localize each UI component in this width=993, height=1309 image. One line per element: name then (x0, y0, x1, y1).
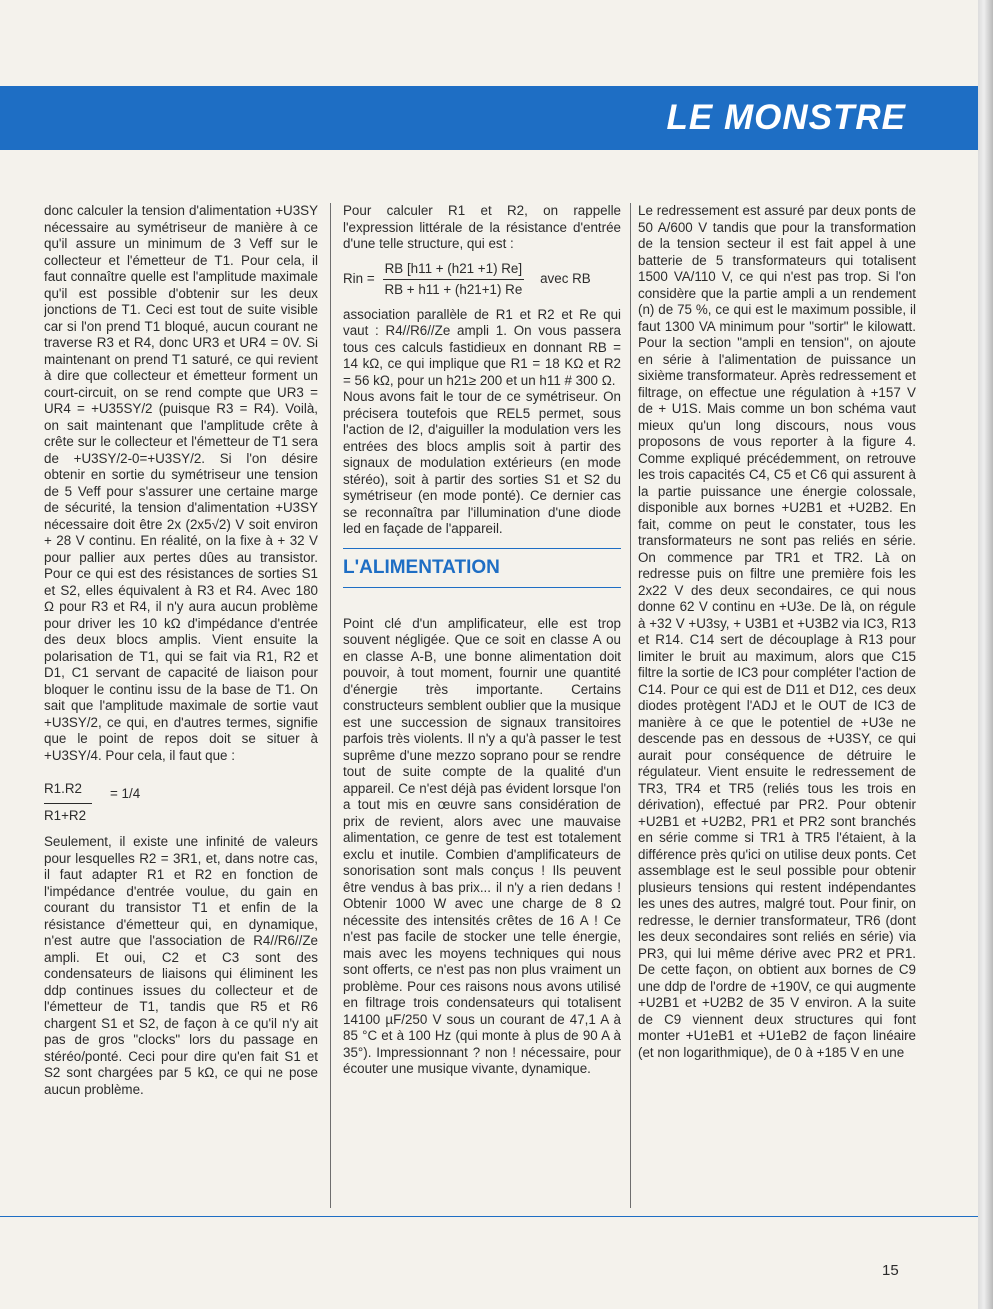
paragraph: association parallèle de R1 et R2 et Re qui vaut : R4//R6//Ze ampli 1. On vous passera tous ces calculs fastidieux en donnant RB = 14 kΩ, ce qui implique que R1 = 18 KΩ et R2 = 56 kΩ, pour un h21≥ 200 et un h11 # 300 Ω. (343, 306, 621, 388)
rin-formula (343, 261, 621, 299)
page-number: 15 (882, 1262, 899, 1279)
formula-rhs: avec RB (540, 271, 591, 287)
section-rule (343, 587, 621, 588)
page-edge (978, 0, 993, 1309)
ratio-denominator: R1+R2 (44, 807, 87, 823)
formula-numerator: RB [h11 + (h21 +1) Re] (383, 261, 524, 281)
text-column-2 (343, 203, 621, 1213)
text-column-1 (44, 203, 318, 1213)
paragraph: Pour calculer R1 et R2, on rappelle l'expression littérale de la résistance d'entrée d'une telle structure, qui est : (343, 203, 621, 251)
formula-lhs: Rin = (343, 271, 375, 287)
paragraph: Seulement, il existe une infinité de valeurs pour lesquelles R2 = 3R1, et, dans notre cas, il faut adapter R1 et R2 en fonction de l'impédance d'entrée voulue, du gain en courant du transistor T1 et enfin de la résistance d'émetteur qui, en dynamique, n'est autre que l'association de R4//R6//Ze ampli. Et oui, C2 et C3 sont des condensateurs de liaisons qui éliminent les ddp continues issues du collecteur et de l'émetteur de T1, tandis que R5 et R6 chargent S1 et S2, de façon à ce qu'il n'y ait pas de gros "clocks" lors du passage en stéréo/ponté. Ceci pour dire qu'en fait S1 et S2 sont chargées par 5 kΩ, ce qui ne pose aucun problème. (44, 834, 318, 1097)
ratio-value: = 1/4 (110, 786, 141, 801)
ratio-formula (44, 778, 318, 824)
section-rule (343, 548, 621, 549)
footer-rule (0, 1216, 978, 1217)
paragraph: donc calculer la tension d'alimentation +U3SY nécessaire au symétriseur de manière à ce qu'il assure un minimum de 3 Veff sur le collecteur et l'émetteur de T1. Pour cela, il faut connaître quelle est l'amplitude maximale qu'il est possible d'obtenir sur les deux jonctions de T1. Ceci est tout de suite visible car si l'on prend T1 bloqué, aucun courant ne traverse R3 et R4, donc UR3 et UR4 = 0V. Si maintenant on prend T1 saturé, ce qui revient à dire que collecteur et émetteur forment un court-circuit, on se rend compte que UR3 = UR4 = +U35SY/2 (puisque R3 = R4). Voilà, on sait maintenant que l'amplitude crête à crête sur le collecteur et l'émetteur de T1 sera de +U3SY/2-0=+U3SY/2. Si l'on désire obtenir en sortie du symétriseur une tension de 5 Veff pour s'assurer une certaine marge de sécurité, la tension d'alimentation +U3SY nécessaire doit être 2x (2x5√2) V soit environ + 28 V continu. En réalité, on la fixe à + 32 V pour pallier aux pertes dûes au transistor. Pour ce qui est des résistances de sorties S1 et S2, elles équivalent à R3 et R4. Avec 180 Ω pour R3 et R4, il n'y aura aucun problème pour driver les 10 kΩ d'impédance d'entrée des deux blocs amplis. Vient ensuite la polarisation de T1, qui se fait via R1, R2 et D1, C1 servant de capacité de liaison pour bloquer le continu issu de la base de T1. On sait que l'amplitude maximale de sortie vaut +U3SY/2, ce qui, en d'autres termes, signifie que le point de repos doit se situer à +U3SY/4. Pour cela, il faut que : (44, 203, 318, 763)
formula-fraction (383, 261, 524, 299)
paragraph: Le redressement est assuré par deux ponts de 50 A/600 V tandis que pour la transformation de la tension secteur il est fait appel à une batterie de 5 transformateurs qui totalisent 1500 VA/110 V, ce qui n'est pas trop. Si l'on considère que la partie ampli a un rendement (n) de 75 %, ce qui est le maximum possible, il faut 1300 VA minimum pour "sortir" le kilowatt. Pour la section "ampli en tension", on ajoute en série à l'alimentation de puissance un sixième transformateur. Après redressement et filtrage, on effectue une régulation à +157 V de + U1S. Mais comme un bon schéma vaut mieux qu'un long discours, nous vous proposons de vous reporter à la figure 4. Comme expliqué précédemment, on retrouve les trois capacités C4, C5 et C6 qui assurent à la partie puissance une énergie colossale, disponible aux bornes +U2B1 et +U2B2. En fait, comme on peut le constater, tous les transformateurs ne sont pas reliés en série. On commence par TR1 et TR2. Là on redresse puis on filtre une première fois les 2x22 V des deux secondaires, ce qui nous donne 62 V continu en +U3e. De là, on régule à +32 V +U3sy, + U3B1 et +U3B2 via IC3, R13 et R14. C14 sert de découplage à R13 pour limiter le bruit au maximum, alors que C15 filtre la sortie de IC3 pour compléter l'action de C14. Pour ce qui est de D11 et D12, ces deux diodes protègent l'ADJ et le OUT de IC3 de manière à ce que le potentiel de +U3e ne descende pas en dessous de +U3SY, ce qui aurait pour conséquence de détruire le régulateur. Vient ensuite le redressement de TR3, TR4 et TR5 (reliés tous les trois en dérivation), effectué par PR2. Pour obtenir +U2B1 et +U2B2, PR1 et PR2 sont branchés en série comme si TR1 à TR5 l'étaient, à la différence près qu'ici on utilise deux ponts. Cet assemblage est le seul possible pour obtenir plusieurs tensions qui restent indépendantes les unes des autres, malgré tout. Pour finir, on redresse, le dernier transformateur, TR6 (dont les deux secondaires sont reliés en série) via PR3, qui lui même dérive avec PR2 et PR1. De cette façon, on obtient aux bornes de C9 une ddp de l'ordre de +190V, ce qui augmente +U2B1 et +U2B2 de 35 V environ. A la suite de C9 viennent deux structures qui font monter +U1eB1 et +U1eB2 de façon linéaire (et non logarithmique), de 0 à +185 V en une (638, 203, 916, 1060)
paragraph: Point clé d'un amplificateur, elle est trop souvent négligée. Que ce soit en classe A ou en classe A-B, une bonne alimentation doit pouvoir, à tout moment, fournir une quantité d'énergie très importante. Certains constructeurs semblent oublier que la musique est une succession de signaux transitoires parfois très violents. Il n'y a qu'à passer le test suprême d'une mezzo soprano pour se rendre tout de suite compte de la qualité d'un appareil. Ce n'est déjà pas évident lorsque l'on a tout mis en œuvre sans considération de prix de revient, alors avec une mauvaise alimentation, ce genre de test est totalement exclu et inutile. Combien d'amplificateurs de sonorisation sont mals conçus ! Ils peuvent être vendus à bas prix... il n'y a rien dedans ! Obtenir 1000 W avec une charge de 8 Ω nécessite des intensités crêtes de 16 A ! Ce n'est pas facile de stocker une telle énergie, mais avec les moyens techniques qui nous sont offerts, ce n'est pas non plus vraiment un problème. Pour ces raisons nous avons utilisé en filtrage trois condensateurs qui totalisent 14100 µF/250 V sous un courant de 47,1 A à 85 °C et à 100 Hz (qui monte à plus de 90 A à 35°). Impressionnant ? non ! nécessaire, pour écouter une musique vivante, dynamique. (343, 615, 621, 1076)
formula-denominator: RB + h11 + (h21+1) Re (384, 282, 523, 297)
column-divider (630, 203, 631, 1208)
section-heading: L'ALIMENTATION (343, 556, 500, 578)
text-column-3 (638, 203, 916, 1213)
page-title: LE MONSTRE (666, 98, 906, 137)
header-banner (0, 86, 978, 150)
column-divider (330, 203, 331, 1208)
ratio-numerator: R1.R2 (44, 781, 82, 796)
paragraph: Nous avons fait le tour de ce symétriseur. On précisera toutefois que REL5 permet, sous l'action de I2, d'aiguiller la modulation vers les entrées des blocs amplis soit à partir des signaux de modulation extérieurs (en mode stéréo), soit à partir des sorties S1 et S2 du symétriseur (en mode ponté). Ce dernier cas se reconnaîtra par l'illumination d'une diode led en façade de l'appareil. (343, 389, 621, 536)
